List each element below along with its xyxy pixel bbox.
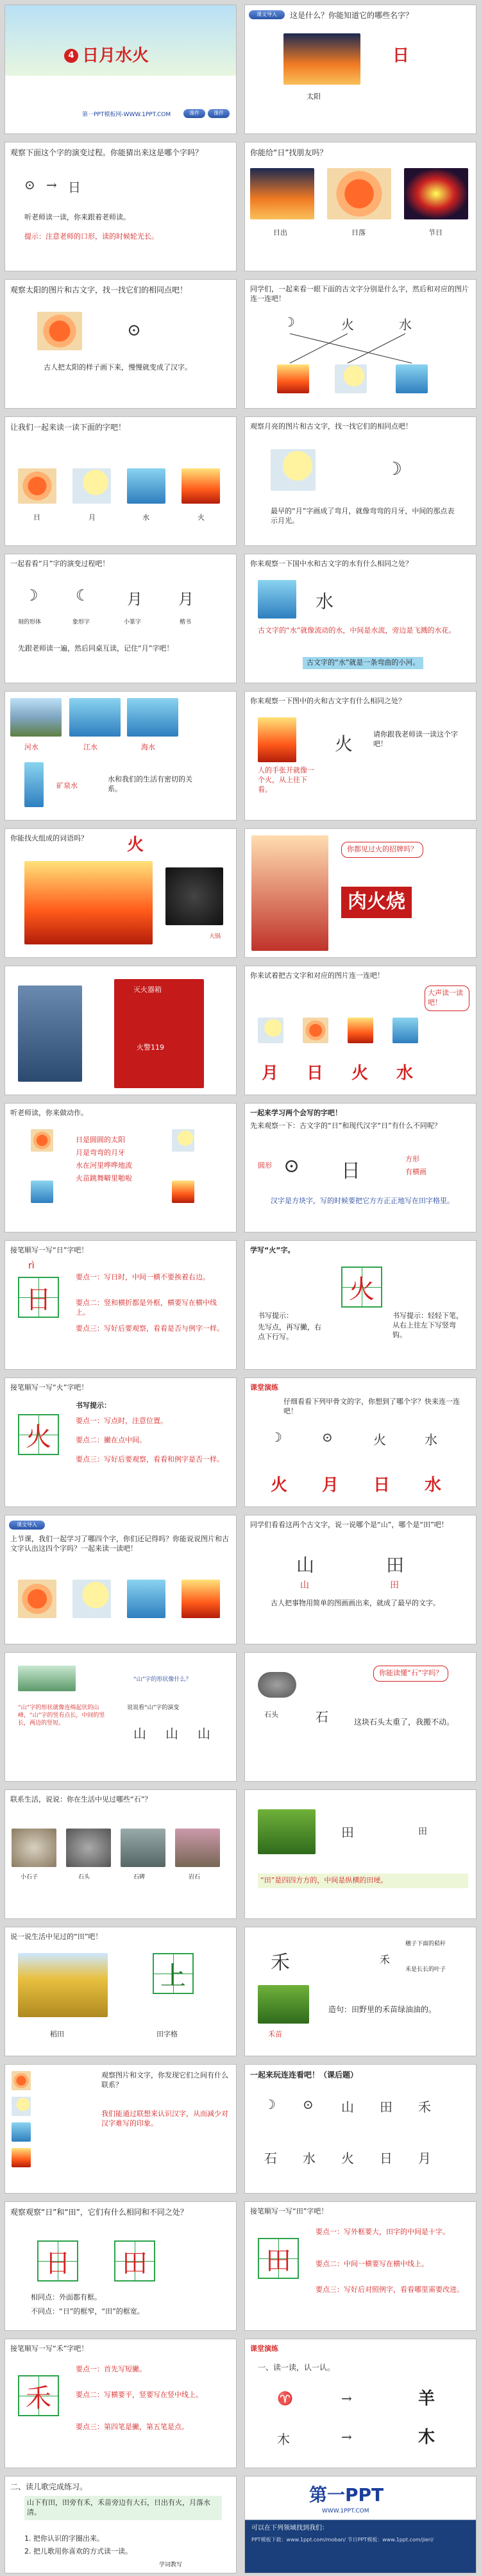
box-label: 灭火器箱 [133,985,162,994]
label-ri: 日 [33,513,40,522]
tip-1: 书写提示： [76,1401,111,1410]
slide-fire-words [5,829,236,957]
ancient-sun-glyph: ⊙ [24,177,35,192]
label-huo: 火 [198,513,205,522]
section-tag: 课堂演练 [250,1383,278,1392]
label-huo: 火 [351,1064,369,1083]
fire-image [172,1181,194,1203]
tip-1: 先写点，再写撇，右点下行写。 [258,1323,321,1341]
label-yue: 月 [262,1064,279,1083]
question-text: 仔细看看下列甲骨文的字，你想到了哪个字？快来连一连吧！ [283,1397,460,1415]
oracle-yang: ♈ [277,2391,293,2406]
label-jiang: 江水 [83,743,97,751]
hotpot-image [24,861,153,944]
speech-bubble: 你能读懂“石”字吗？ [373,1666,448,1682]
question-text: 观察图片和文字，你发现它们之间有什么联系？ [101,2071,228,2089]
match-item-5: 禾 [418,2099,431,2115]
slide-oracle-match [245,1378,476,1506]
label-shui: 水 [425,1476,442,1495]
moon-image [72,1580,111,1618]
question-text: “山”字的形状像什么？ [133,1676,192,1683]
section-tag: 课文导入 [249,10,285,19]
tip-3: 要点二：撇在点中间。 [76,1436,146,1444]
arrow-icon-1: → [341,2391,352,2406]
label-tian: 田 [418,1827,427,1837]
slide-sun-question [245,5,476,133]
tian-grid: 上 [153,1953,194,1994]
glyph-stage-4: 月 [178,590,194,608]
slide-he [245,1927,476,2056]
match-item-10: 月 [418,2151,431,2166]
slide-yue-evolution [5,554,236,683]
tip-3: 要点三：写好后要观察，看看是否与例字一样。 [76,1324,224,1333]
shan-stage-1: 山 [133,1726,146,1741]
line-3: 水在河里哗哗地流 [76,1161,132,1170]
question-text: 一起来学习两个会写的字吧！ [250,1109,342,1117]
question-text: 接笔顺写一写“禾”字吧！ [10,2344,89,2353]
question-text: 你能给“日”找朋友吗？ [250,148,328,157]
question-text: 观察太阳的图片和古文字，找一找它们的相同点吧！ [10,286,188,294]
note-text: 最早的“月”字画成了弯月，就像弯弯的月牙，中间的那点表示月光。 [271,507,455,525]
moon-image [271,449,316,491]
fire-character: 火 [127,835,144,855]
slide-shi-life [5,1790,236,1918]
section-tag: 课堂演练 [250,2344,278,2353]
slide-fire-compare [245,692,476,820]
question-text: 说一说生活中见过的“田”吧！ [10,1932,103,1941]
tian-grid-ri: 日 [37,2240,78,2282]
river-image [258,580,296,618]
exercise-2: 2. 把儿歌用你喜欢的方式读一读。 [24,2547,132,2555]
slide-ri-tian-compare [5,2202,236,2330]
stage-label-1: 刻的形体 [18,619,42,626]
tip-1: 要点一：首先写短撇。 [76,2365,146,2373]
fire-image [12,2148,31,2167]
ancient-moon-glyph: ☽ [283,314,295,330]
tip-3: 要点三：写好后对照例字，看看哪里需要改进。 [316,2285,464,2294]
slide-moon-compare [245,417,476,545]
note-text: 我们能通过联想来认识汉字，从而减少对汉字难写的印象。 [101,2110,228,2128]
slide-association [5,2065,236,2193]
question-text: 听老师读，你来做动作。 [10,1109,88,1117]
brand-logo: 第一PPT [309,2484,384,2505]
tip-3: 要点三：第四笔是撇，第五笔是点。 [76,2423,189,2431]
shi-glyph: 石 [316,1709,328,1725]
water-image [396,364,428,393]
slide-title [5,5,236,133]
label-grid: 田字格 [156,2030,178,2038]
slide-lianliankan [245,2065,476,2193]
note-text: “山”字的形状就像连绵起伏的山峰，“山”字的竖有点长，中间的竖长，两边的竖短。 [18,1705,105,1727]
glyph-stage-2: ☾ [76,586,90,604]
label-festival: 节日 [428,228,443,237]
label-sea: 海水 [141,743,155,751]
question-text: 接笔顺写一写“日”字吧！ [10,1246,89,1254]
label-stone: 石头 [264,1710,278,1719]
extinguisher-box [114,979,204,1088]
slide-learn-huo [245,1241,476,1369]
slide-sun-compare [5,280,236,408]
moon-image [12,2097,31,2116]
moon-image [335,364,367,393]
tian-grid-he: 禾 [18,2375,59,2416]
stage-label-4: 楷书 [180,619,192,626]
answer-text: 人的手张开就像一个火，从上往下看。 [258,766,314,794]
question-text: 观察观察“日”和“田”，它们有什么相同和不同之处？ [10,2208,188,2217]
glyph-stage-1: ☽ [24,586,38,604]
ancient-sun-glyph: ⊙ [283,1155,300,1177]
sunset-image [283,33,360,85]
exercise-1: 1. 把你认识的字圈出来。 [24,2534,104,2543]
question-text: 同学们看看这两个古文字，说一说哪个是“山”，哪个是“田”吧！ [250,1521,448,1529]
oracle-3: 火 [373,1432,386,1447]
question-text: 你来观察一下图中的火和古文字有什么相同之处？ [250,697,405,705]
arrow-icon-2: → [341,2429,352,2444]
water-image [392,1018,418,1043]
note-text: 古文字的“水”就是一条弯曲的小河。 [303,657,423,669]
slide-ri-compare [245,1104,476,1232]
label-sunset: 日落 [351,228,366,237]
tian-grid-huo: 火 [18,1414,59,1455]
modern-ri-glyph: 日 [68,180,81,195]
tip-2: 要点二：写横要平，竖要写在竖中线上。 [76,2391,203,2399]
slide-practice [245,2339,476,2468]
slide-ending [245,2477,476,2573]
tip-bubble: 大声读一读吧！ [425,985,469,1011]
stage-label-2: 象形字 [72,619,90,626]
ending-line: 可以在下列领域找到我们： [251,2525,328,2532]
tip-1: 要点一：写日时，中间一横不要挨着右边。 [76,1273,210,1281]
match-item-2: ⊙ [303,2097,314,2112]
sunset-image [327,168,391,219]
label-river: 河水 [24,743,38,751]
label-stele: 石碑 [133,1874,146,1881]
slide-write-ri [5,1241,236,1369]
rice-field-image [18,1953,108,2017]
label-square: 方形 [405,1155,419,1163]
question-text: 学写“火”字。 [250,1246,295,1254]
slide-write-he [5,2339,236,2468]
slide-evolution-ri [5,142,236,271]
label-ri: 日 [307,1064,324,1083]
slide-fire-sign [245,829,476,957]
sun-image [18,468,56,504]
field-image [258,1809,316,1854]
water-image [31,1181,53,1203]
label-he: 禾 [380,1954,391,1966]
lesson-number-badge: 4 [64,49,78,63]
oracle-mu: 木 [277,2432,290,2447]
shan-stage-2: 山 [165,1726,178,1741]
nav-button-1[interactable]: 课件 [183,109,205,118]
label-writing-tip: 书写提示： [258,1311,293,1320]
ancient-fire-glyph: 火 [341,317,354,332]
slide-tian-life [5,1927,236,2056]
tip-text: 提示：注意老师的口形，读的时候轮光长。 [24,232,158,241]
question2-text: 先来观察一下：古文字的“日”和现代汉字“日”有什么不同呢？ [250,1122,441,1130]
tian-grid-ri: 日 [18,1277,59,1318]
slide-match-pictures [245,966,476,1095]
question-text: 一、读一读，认一认。 [258,2363,335,2372]
ancient-tian-glyph: 田 [386,1555,405,1576]
tip-2: 要点一：写点时，注意位置。 [76,1417,167,1425]
poem-text: 山下有田，田旁有禾，禾苗旁边有大石，日出有火，月落水清。 [24,2496,222,2520]
water-image [127,1580,165,1618]
match-item-7: 水 [303,2151,316,2166]
question-text: 二、读儿歌完成练习。 [10,2482,88,2491]
section-tag: 课文导入 [9,1521,45,1530]
label-mineral: 矿泉水 [56,781,78,790]
ancient-he-glyph: 禾 [271,1952,290,1974]
footer-text: 学词教写 [159,2562,183,2568]
note-2: 禾是长长的叶子 [405,1966,446,1973]
brand-url: WWW.1PPT.COM [322,2508,369,2514]
sunrise-image [250,168,314,219]
water-image [127,468,165,504]
question-text: 接笔顺写一写“火”字吧！ [10,1383,89,1392]
fire-image [348,1018,373,1043]
pinyin-text: rì [28,1261,35,1271]
sun-image [18,1580,56,1618]
slide-ri-friends [245,142,476,271]
question-text: 你来观察一下国中水和古文字的水有什么相同之处？ [250,559,412,568]
shan-stage-3: 山 [198,1726,210,1741]
fire-image [277,364,309,393]
label-yang: 羊 [418,2389,435,2409]
phone-label: 火警119 [137,1043,164,1052]
question-text: 你来试着把古文字和对应的图片连一连吧！ [250,971,384,980]
label-ri: 日 [373,1476,391,1495]
tian-grid-tian: 田 [258,2238,299,2279]
modern-ri-glyph: 日 [341,1160,360,1182]
match-item-3: 山 [341,2099,354,2115]
restaurant-image [251,835,328,951]
slide-write-huo [5,1378,236,1506]
label-shui: 水 [396,1064,414,1083]
answer-text: 古文字的“水”就像流动的水，中间是水流，旁边是飞溅的水花。 [258,626,456,635]
ancient-water-glyph: 水 [316,591,334,612]
note-text: 水和我们的生活有密切的关系。 [108,775,192,793]
slide-review [5,1515,236,1644]
stone-image [258,1672,296,1698]
question-text: 一起看看“月”字的演变过程吧！ [10,559,110,568]
label-rice-field: 稻田 [50,2030,64,2038]
tip-2: 要点二：中间一横要写在横中线上。 [316,2260,428,2268]
question-text: 一起来玩连连看吧！（课后题） [250,2070,359,2079]
rock-image [66,1829,111,1867]
match-item-1: ☽ [264,2097,276,2112]
slide-water-compare [245,554,476,683]
ancient-water-glyph: 水 [399,317,412,332]
warning-sign-image [18,985,82,1082]
slide-write-tian [245,2202,476,2330]
label-pot: 大锅 [209,934,221,940]
tian-grid-huo: 火 [341,1267,382,1308]
sun-caption: 太阳 [307,92,321,101]
diff-text: 不同点：“日”的框窄，“田”的框宽。 [31,2307,144,2316]
tip-1: 要点一：写外框要大，田字的中间是十字。 [316,2228,450,2236]
label-shui: 水 [142,513,149,522]
stele-image [121,1829,165,1867]
slide-match-lines [245,280,476,408]
ending-info: PPT模板下载：www.1ppt.com/moban/ 节日PPT模板：www.1ppt.com/jieri/ [251,2537,434,2543]
sentence-text: 造句：田野里的禾苗绿油油的。 [328,2005,437,2014]
slide-actions [5,1104,236,1232]
match-item-8: 火 [341,2151,354,2166]
slide-shi [245,1653,476,1781]
question-text: 观察月亮的图片和古文字，找一找它们的相同点吧！ [250,422,412,431]
sun-image [12,2071,31,2090]
glyph-stage-3: 月 [127,590,142,608]
sun-character: 日 [392,46,410,65]
moon-image [258,1018,283,1043]
label-shan: 山 [300,1580,309,1591]
note-text: 古人把太阳的样子画下来，慢慢就变成了汉字。 [44,363,192,371]
water-image [12,2122,31,2142]
moon-image [72,468,111,504]
line-2: 月是弯弯的月牙 [76,1148,125,1157]
match-item-6: 石 [264,2151,277,2166]
question-text: 这是什么？你能知道它的哪些名字？ [290,11,414,20]
line-1: 日是圆圆的太阳 [76,1136,125,1144]
label-cliff: 岩石 [189,1874,201,1881]
oracle-1: ☽ [271,1429,282,1445]
sea-image [127,698,178,737]
slide-poem [5,2477,236,2573]
question2-text: 说说看“山”字的演变 [127,1705,180,1711]
mountain-image [18,1666,76,1691]
note-text: “田”是四四方方的，中间是纵横的田埂。 [258,1873,468,1888]
tip-2: 书写提示：轻轻下笔，从右上往左下写竖弯钩。 [392,1311,463,1339]
ancient-shan-glyph: 山 [296,1555,315,1576]
question-text: 同学们，一起来看一眼下面的古文字分别是什么字，然后和对应的图片连一连吧！ [250,285,469,303]
oracle-4: 水 [425,1432,437,1447]
note-text: 古人把事物用简单的图画画出来，就成了最早的文字。 [271,1599,440,1607]
sun-image [303,1018,328,1043]
match-item-4: 田 [380,2099,392,2115]
same-text: 相同点：外面都有框。 [31,2293,101,2301]
ancient-tian-glyph: 田 [341,1825,354,1840]
instruction-text: 请你跟我老师读一读这个字吧！ [373,730,458,748]
label-yue: 月 [322,1476,339,1495]
slide-tian [245,1790,476,1918]
slide-shan-tian [245,1515,476,1644]
question-text: 观察下面这个字的演变过程。你能猜出来这是哪个字吗？ [10,148,203,157]
slide-read-four [5,417,236,545]
label-rock: 石头 [78,1874,90,1881]
sun-image [31,1129,53,1152]
cliff-image [175,1829,220,1867]
footer-text: 第一PPT模板网-WWW.1PPT.COM [82,112,171,118]
label-seedling: 禾苗 [268,2030,282,2038]
pot-image [165,867,223,925]
yangtze-image [69,698,121,737]
question-text: 让我们一起来读一读下面的字吧！ [10,423,126,432]
instruction-text: 先跟老师读一遍，然后同桌互读，记住“月”字吧！ [18,644,174,653]
moon-image [172,1129,194,1152]
label-mu: 木 [418,2428,435,2447]
note-1: 穗子下面的秸秆 [405,1941,446,1947]
speech-bubble: 你都见过火的招牌吗？ [341,842,423,858]
label-huo: 火 [271,1476,288,1495]
slide-shan-shape [5,1653,236,1781]
tian-grid-tian: 田 [114,2240,155,2282]
label-tian: 田 [390,1580,399,1591]
oracle-2: ⊙ [322,1429,333,1445]
tip-4: 要点三：写好后要观察，看看和例字是否一样。 [76,1455,224,1463]
question-text: 接笔顺写一写“田”字吧！ [250,2207,328,2215]
question-text: 联系生活，说说：你在生活中见过哪些“石”？ [10,1795,152,1804]
slide-water-types [5,692,236,820]
instruction-text: 听老师读一读，你来跟着老师读。 [24,213,130,221]
bottle-image [24,762,44,807]
tip-2: 要点二：竖和横折都是外框，横要写在横中线上。 [76,1299,217,1317]
ancient-fire-glyph: 火 [335,733,353,755]
arrow-icon: → [46,177,57,192]
question-text: 上节课，我们一起学习了哪四个字，你们还记得吗？你能说说图片和古文字认出这四个字吗？一起来读一读吧！ [10,1535,229,1553]
fire-image [181,1580,220,1618]
sun-image [37,312,82,350]
question-text: 你能找火组成的词语吗？ [10,834,88,842]
label-yue: 月 [89,513,96,522]
note-text: 这块石头太重了，我搬不动。 [354,1718,455,1727]
nav-button-2[interactable]: 课件 [208,109,230,118]
label-round: 圆形 [258,1161,272,1170]
slide-fire-extinguisher [5,966,236,1095]
label-stroke: 有横画 [405,1168,426,1176]
river-image [10,698,62,737]
label-sunrise: 日出 [273,228,287,237]
pebble-image [12,1829,56,1867]
stage-label-3: 小篆字 [124,619,142,626]
fireworks-image [404,168,468,219]
fire-image [181,468,220,504]
line-4: 火苗跳舞噼里啪啦 [76,1174,132,1182]
seedling-image [258,1985,309,2024]
ancient-sun-glyph: ⊙ [127,321,141,340]
lesson-title: 日月水火 [82,46,149,65]
match-item-9: 日 [380,2151,392,2166]
ancient-moon-glyph: ☽ [386,458,403,479]
note-text: 汉字是方块字，写的时候要把它方方正正地写在田字格里。 [271,1197,454,1205]
label-pebble: 小石子 [21,1874,38,1881]
sign-text: 肉火烧 [341,887,412,918]
fire-image [258,717,296,762]
